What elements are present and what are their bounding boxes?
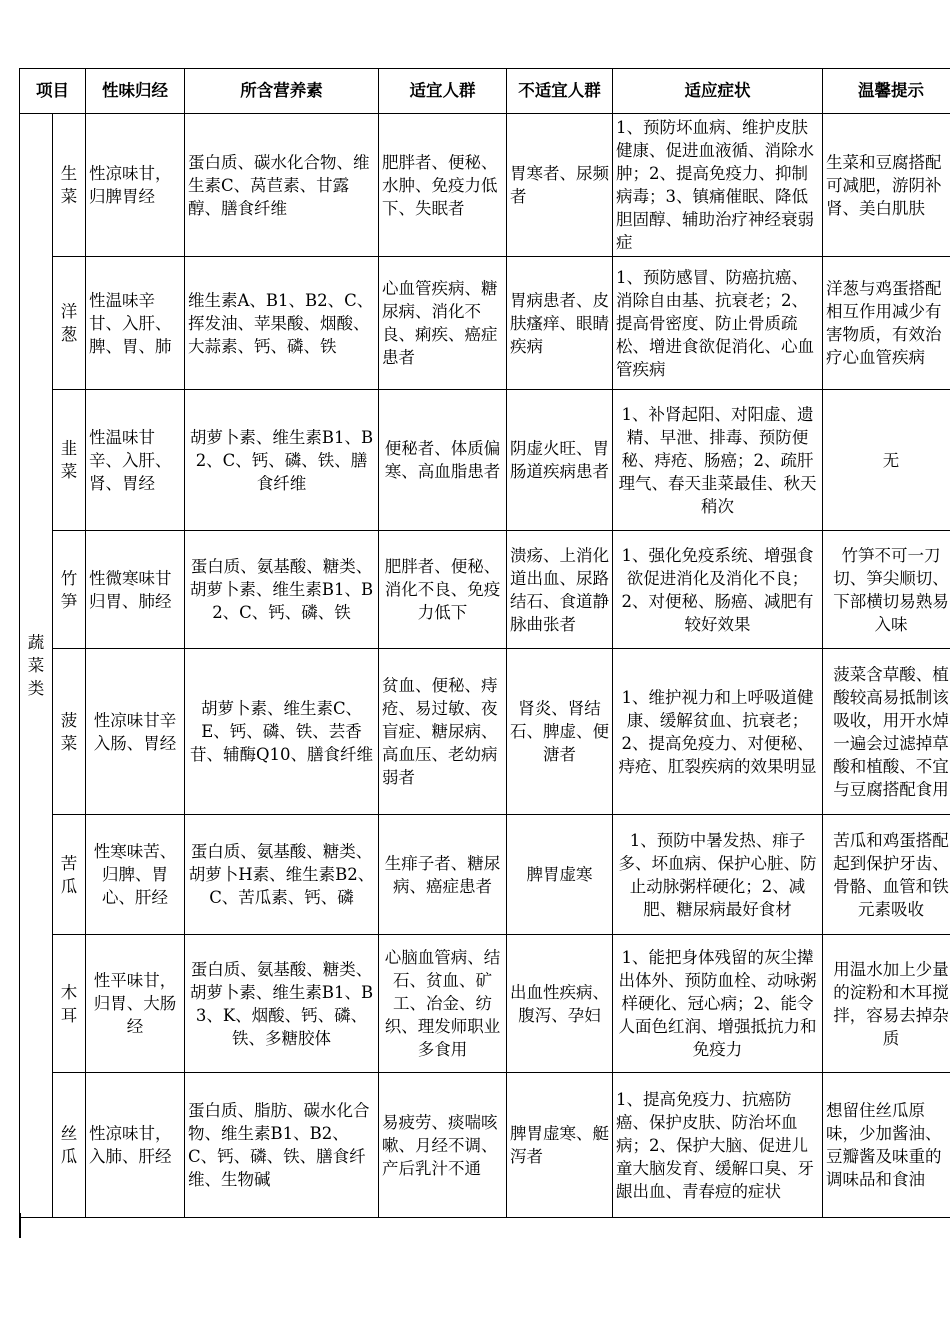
- suitable-cell: 心血管疾病、糖尿病、消化不良、痢疾、癌症患者: [379, 257, 507, 390]
- table-row: [20, 815, 950, 935]
- unsuitable-cell: 阴虚火旺、胃肠道疾病患者: [507, 390, 613, 531]
- vegetable-nutrition-table: [19, 68, 950, 1218]
- suitable-cell: 肥胖者、便秘、水肿、免疫力低下、失眠者: [379, 114, 507, 257]
- tips-cell: 竹笋不可一刀切、笋尖顺切、下部横切易熟易入味: [823, 531, 950, 649]
- unsuitable-cell: 肾炎、肾结石、脾虚、便溏者: [507, 649, 613, 815]
- vegetable-name: 洋葱: [53, 257, 86, 390]
- unsuitable-cell: 溃疡、上消化道出血、尿路结石、食道静脉曲张者: [507, 531, 613, 649]
- header-item: 项目: [20, 69, 86, 114]
- table-row: [20, 390, 950, 531]
- unsuitable-cell: 出血性疾病、腹泻、孕妇: [507, 935, 613, 1073]
- header-unsuitable: 不适宜人群: [507, 69, 613, 114]
- indications-cell: 1、补肾起阳、对阳虚、遗精、早泄、排毒、预防便秘、痔疮、肠癌；2、疏肝理气、春天韭菜最佳、秋天稍次: [613, 390, 823, 531]
- vegetable-name: 木耳: [53, 935, 86, 1073]
- table-row: [20, 649, 950, 815]
- property-cell: 性温味辛甘、入肝、脾、胃、肺: [86, 257, 185, 390]
- tips-cell: 洋葱与鸡蛋搭配相互作用减少有害物质，有效治疗心血管疾病: [823, 257, 950, 390]
- indications-cell: 1、能把身体残留的灰尘撵出体外、预防血栓、动咏粥样硬化、冠心病；2、能令人面色红润、增强抵抗力和免疫力: [613, 935, 823, 1073]
- table-row: [20, 531, 950, 649]
- table-row: [20, 935, 950, 1073]
- property-cell: 性微寒味甘归胃、肺经: [86, 531, 185, 649]
- property-cell: 性凉味甘，归脾胃经: [86, 114, 185, 257]
- indications-cell: 1、预防感冒、防癌抗癌、消除自由基、抗衰老；2、提高骨密度、防止骨质疏松、增进食欲促消化、心血管疾病: [613, 257, 823, 390]
- suitable-cell: 肥胖者、便秘、消化不良、免疫力低下: [379, 531, 507, 649]
- tips-cell: 苦瓜和鸡蛋搭配起到保护牙齿、骨骼、血管和铁元素吸收: [823, 815, 950, 935]
- header-indications: 适应症状: [613, 69, 823, 114]
- vegetable-name: 丝瓜: [53, 1073, 86, 1218]
- header-row: [20, 69, 950, 114]
- table-row: [20, 257, 950, 390]
- header-tips: 温馨提示: [823, 69, 950, 114]
- indications-cell: 1、维护视力和上呼吸道健康、缓解贫血、抗衰老；2、提高免疫力、对便秘、痔疮、肛裂疾病的效果明显: [613, 649, 823, 815]
- suitable-cell: 生痱子者、糖尿病、癌症患者: [379, 815, 507, 935]
- nutrients-cell: 胡萝卜素、维生素B1、B2、C、钙、磷、铁、膳食纤维: [185, 390, 379, 531]
- tips-cell: 生菜和豆腐搭配可减肥，游阴补肾、美白肌肤: [823, 114, 950, 257]
- nutrients-cell: 蛋白质、氨基酸、糖类、胡萝卜素、维生素B1、B2、C、钙、磷、铁: [185, 531, 379, 649]
- vegetable-name: 苦瓜: [53, 815, 86, 935]
- indications-cell: 1、强化免疫系统、增强食欲促进消化及消化不良；2、对便秘、肠癌、减肥有较好效果: [613, 531, 823, 649]
- vegetable-name: 韭菜: [53, 390, 86, 531]
- nutrients-cell: 蛋白质、氨基酸、糖类、胡萝卜H素、维生素B2、C、苦瓜素、钙、磷: [185, 815, 379, 935]
- property-cell: 性凉味甘，入肺、肝经: [86, 1073, 185, 1218]
- tips-cell: 无: [823, 390, 950, 531]
- header-nutrients: 所含营养素: [185, 69, 379, 114]
- nutrients-cell: 蛋白质、氨基酸、糖类、胡萝卜素、维生素B1、B3、K、烟酸、钙、磷、铁、多糖胶体: [185, 935, 379, 1073]
- property-cell: 性寒味苦、归脾、胃心、肝经: [86, 815, 185, 935]
- header-property: 性味归经: [86, 69, 185, 114]
- indications-cell: 1、提高免疫力、抗癌防癌、保护皮肤、防治坏血病；2、保护大脑、促进儿童大脑发育、缓解口臭、牙龈出血、青春痘的症状: [613, 1073, 823, 1218]
- suitable-cell: 贫血、便秘、痔疮、易过敏、夜盲症、糖尿病、高血压、老幼病弱者: [379, 649, 507, 815]
- unsuitable-cell: 胃寒者、尿频者: [507, 114, 613, 257]
- suitable-cell: 心脑血管病、结石、贫血、矿工、冶金、纺织、理发师职业多食用: [379, 935, 507, 1073]
- indications-cell: 1、预防中暑发热、痱子多、坏血病、保护心脏、防止动脉粥样硬化；2、减肥、糖尿病最好食材: [613, 815, 823, 935]
- unsuitable-cell: 脾胃虚寒、艇泻者: [507, 1073, 613, 1218]
- suitable-cell: 易疲劳、痰喘咳嗽、月经不调、产后乳汁不通: [379, 1073, 507, 1218]
- property-cell: 性凉味甘辛入肠、胃经: [86, 649, 185, 815]
- nutrients-cell: 蛋白质、碳水化合物、维生素C、莴苣素、甘露醇、膳食纤维: [185, 114, 379, 257]
- vegetable-name: 竹笋: [53, 531, 86, 649]
- table-row: [20, 1073, 950, 1218]
- unsuitable-cell: 胃病患者、皮肤瘙痒、眼睛疾病: [507, 257, 613, 390]
- property-cell: 性温味甘辛、入肝、肾、胃经: [86, 390, 185, 531]
- vegetable-name: 生菜: [53, 114, 86, 257]
- tips-cell: 用温水加上少量的淀粉和木耳搅拌，容易去掉杂质: [823, 935, 950, 1073]
- indications-cell: 1、预防坏血病、维护皮肤健康、促进血液循、消除水肿；2、提高免疫力、抑制病毒；3、镇痛催眠、降低胆固醇、辅助治疗神经衰弱症: [613, 114, 823, 257]
- vegetable-name: 菠菜: [53, 649, 86, 815]
- tips-cell: 想留住丝瓜原味，少加酱油、豆瓣酱及味重的调味品和食油: [823, 1073, 950, 1218]
- header-suitable: 适宜人群: [379, 69, 507, 114]
- nutrients-cell: 维生素A、B1、B2、C、挥发油、苹果酸、烟酸、大蒜素、钙、磷、铁: [185, 257, 379, 390]
- tips-cell: 菠菜含草酸、植酸较高易抵制该吸收，用开水焯一遍会过滤掉草酸和植酸、不宜与豆腐搭配食用: [823, 649, 950, 815]
- category-cell: 蔬菜类: [20, 114, 53, 1218]
- table-continuation-line: [19, 1213, 21, 1238]
- property-cell: 性平味甘，归胃、大肠经: [86, 935, 185, 1073]
- nutrients-cell: 胡萝卜素、维生素C、E、钙、磷、铁、芸香苷、辅酶Q10、膳食纤维: [185, 649, 379, 815]
- table-row: [20, 114, 950, 257]
- nutrients-cell: 蛋白质、脂肪、碳水化合物、维生素B1、B2、C、钙、磷、铁、膳食纤维、生物碱: [185, 1073, 379, 1218]
- suitable-cell: 便秘者、体质偏寒、高血脂患者: [379, 390, 507, 531]
- unsuitable-cell: 脾胃虚寒: [507, 815, 613, 935]
